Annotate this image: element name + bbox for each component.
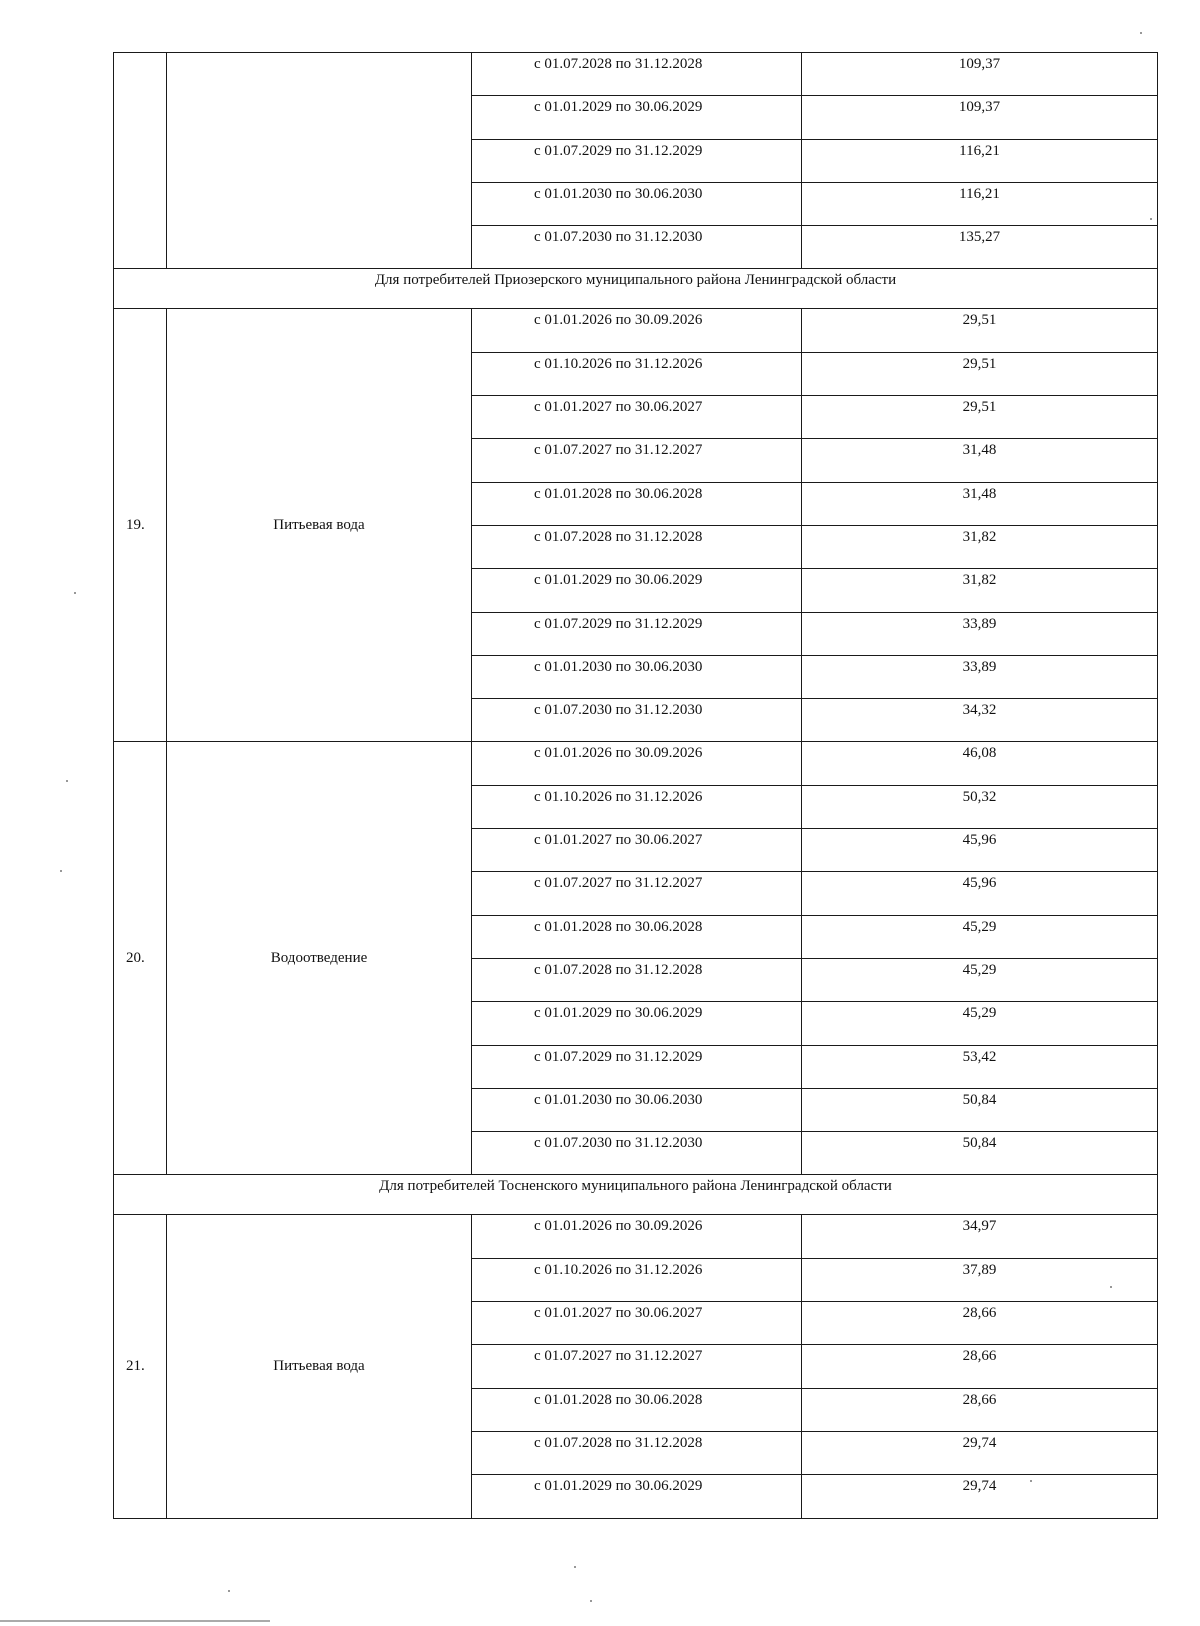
period-cell: с 01.07.2028 по 31.12.2028 <box>472 53 802 96</box>
tariff-value-cell: 29,74 <box>802 1475 1158 1518</box>
tariff-value-cell: 50,84 <box>802 1132 1158 1175</box>
tariff-value-cell: 135,27 <box>802 226 1158 269</box>
tariff-value-cell: 46,08 <box>802 742 1158 785</box>
period-cell: с 01.07.2029 по 31.12.2029 <box>472 139 802 182</box>
tariff-value-cell: 29,51 <box>802 309 1158 352</box>
table-row <box>114 1215 1158 1258</box>
tariff-value-cell: 29,51 <box>802 352 1158 395</box>
scan-speck <box>1030 1480 1032 1482</box>
item-name: Питьевая вода <box>167 1215 472 1518</box>
tariff-value-cell: 50,84 <box>802 1088 1158 1131</box>
scan-speck <box>1150 218 1152 220</box>
scan-speck <box>66 780 68 782</box>
period-cell: с 01.07.2030 по 31.12.2030 <box>472 226 802 269</box>
period-cell: с 01.01.2027 по 30.06.2027 <box>472 1302 802 1345</box>
period-cell: с 01.07.2029 по 31.12.2029 <box>472 612 802 655</box>
item-name <box>167 53 472 269</box>
tariff-value-cell: 109,37 <box>802 53 1158 96</box>
tariff-value-cell: 37,89 <box>802 1258 1158 1301</box>
period-cell: с 01.01.2026 по 30.09.2026 <box>472 1215 802 1258</box>
tariff-value-cell: 116,21 <box>802 139 1158 182</box>
period-cell: с 01.07.2030 по 31.12.2030 <box>472 1132 802 1175</box>
tariff-value-cell: 45,29 <box>802 958 1158 1001</box>
period-cell: с 01.10.2026 по 31.12.2026 <box>472 785 802 828</box>
section-header-row <box>114 269 1158 309</box>
table-row <box>114 309 1158 352</box>
period-cell: с 01.01.2026 по 30.09.2026 <box>472 742 802 785</box>
scan-speck <box>60 870 62 872</box>
scan-speck <box>590 1600 592 1602</box>
table-row <box>114 742 1158 785</box>
period-cell: с 01.10.2026 по 31.12.2026 <box>472 1258 802 1301</box>
tariff-value-cell: 50,32 <box>802 785 1158 828</box>
section-header: Для потребителей Тосненского муниципального района Ленинградской области <box>114 1175 1158 1215</box>
tariff-value-cell: 31,48 <box>802 482 1158 525</box>
tariff-value-cell: 31,48 <box>802 439 1158 482</box>
scan-speck <box>74 592 76 594</box>
section-header-row <box>114 1175 1158 1215</box>
period-cell: с 01.07.2028 по 31.12.2028 <box>472 1431 802 1474</box>
period-cell: с 01.01.2028 по 30.06.2028 <box>472 915 802 958</box>
tariff-value-cell: 109,37 <box>802 96 1158 139</box>
item-number: 21. <box>114 1215 167 1518</box>
tariff-value-cell: 45,29 <box>802 915 1158 958</box>
period-cell: с 01.01.2030 по 30.06.2030 <box>472 182 802 225</box>
item-number: 19. <box>114 309 167 742</box>
tariff-value-cell: 34,32 <box>802 699 1158 742</box>
tariff-value-cell: 33,89 <box>802 612 1158 655</box>
period-cell: с 01.01.2030 по 30.06.2030 <box>472 1088 802 1131</box>
period-cell: с 01.01.2026 по 30.09.2026 <box>472 309 802 352</box>
item-name: Водоотведение <box>167 742 472 1175</box>
period-cell: с 01.01.2029 по 30.06.2029 <box>472 1475 802 1518</box>
tariff-value-cell: 53,42 <box>802 1045 1158 1088</box>
tariff-value-cell: 31,82 <box>802 525 1158 568</box>
tariff-value-cell: 33,89 <box>802 655 1158 698</box>
period-cell: с 01.01.2028 по 30.06.2028 <box>472 1388 802 1431</box>
period-cell: с 01.07.2029 по 31.12.2029 <box>472 1045 802 1088</box>
item-name: Питьевая вода <box>167 309 472 742</box>
tariff-value-cell: 45,96 <box>802 829 1158 872</box>
period-cell: с 01.01.2029 по 30.06.2029 <box>472 569 802 612</box>
scan-speck <box>1110 1286 1112 1288</box>
tariff-value-cell: 34,97 <box>802 1215 1158 1258</box>
period-cell: с 01.10.2026 по 31.12.2026 <box>472 352 802 395</box>
tariff-table <box>113 52 1158 1519</box>
tariff-value-cell: 45,96 <box>802 872 1158 915</box>
tariff-value-cell: 28,66 <box>802 1302 1158 1345</box>
period-cell: с 01.01.2028 по 30.06.2028 <box>472 482 802 525</box>
period-cell: с 01.01.2030 по 30.06.2030 <box>472 655 802 698</box>
period-cell: с 01.07.2027 по 31.12.2027 <box>472 439 802 482</box>
scan-speck <box>574 1566 576 1568</box>
tariff-value-cell: 116,21 <box>802 182 1158 225</box>
item-number <box>114 53 167 269</box>
period-cell: с 01.07.2028 по 31.12.2028 <box>472 525 802 568</box>
tariff-value-cell: 31,82 <box>802 569 1158 612</box>
tariff-value-cell: 45,29 <box>802 1002 1158 1045</box>
scan-speck <box>228 1590 230 1592</box>
period-cell: с 01.01.2029 по 30.06.2029 <box>472 96 802 139</box>
period-cell: с 01.07.2027 по 31.12.2027 <box>472 1345 802 1388</box>
tariff-value-cell: 28,66 <box>802 1388 1158 1431</box>
period-cell: с 01.01.2027 по 30.06.2027 <box>472 829 802 872</box>
scan-edge-line <box>0 1620 270 1622</box>
period-cell: с 01.01.2029 по 30.06.2029 <box>472 1002 802 1045</box>
item-number: 20. <box>114 742 167 1175</box>
scan-speck <box>1140 32 1142 34</box>
section-header: Для потребителей Приозерского муниципального района Ленинградской области <box>114 269 1158 309</box>
period-cell: с 01.01.2027 по 30.06.2027 <box>472 396 802 439</box>
period-cell: с 01.07.2030 по 31.12.2030 <box>472 699 802 742</box>
tariff-value-cell: 29,74 <box>802 1431 1158 1474</box>
table-row <box>114 53 1158 96</box>
tariff-value-cell: 29,51 <box>802 396 1158 439</box>
period-cell: с 01.07.2028 по 31.12.2028 <box>472 958 802 1001</box>
period-cell: с 01.07.2027 по 31.12.2027 <box>472 872 802 915</box>
tariff-value-cell: 28,66 <box>802 1345 1158 1388</box>
